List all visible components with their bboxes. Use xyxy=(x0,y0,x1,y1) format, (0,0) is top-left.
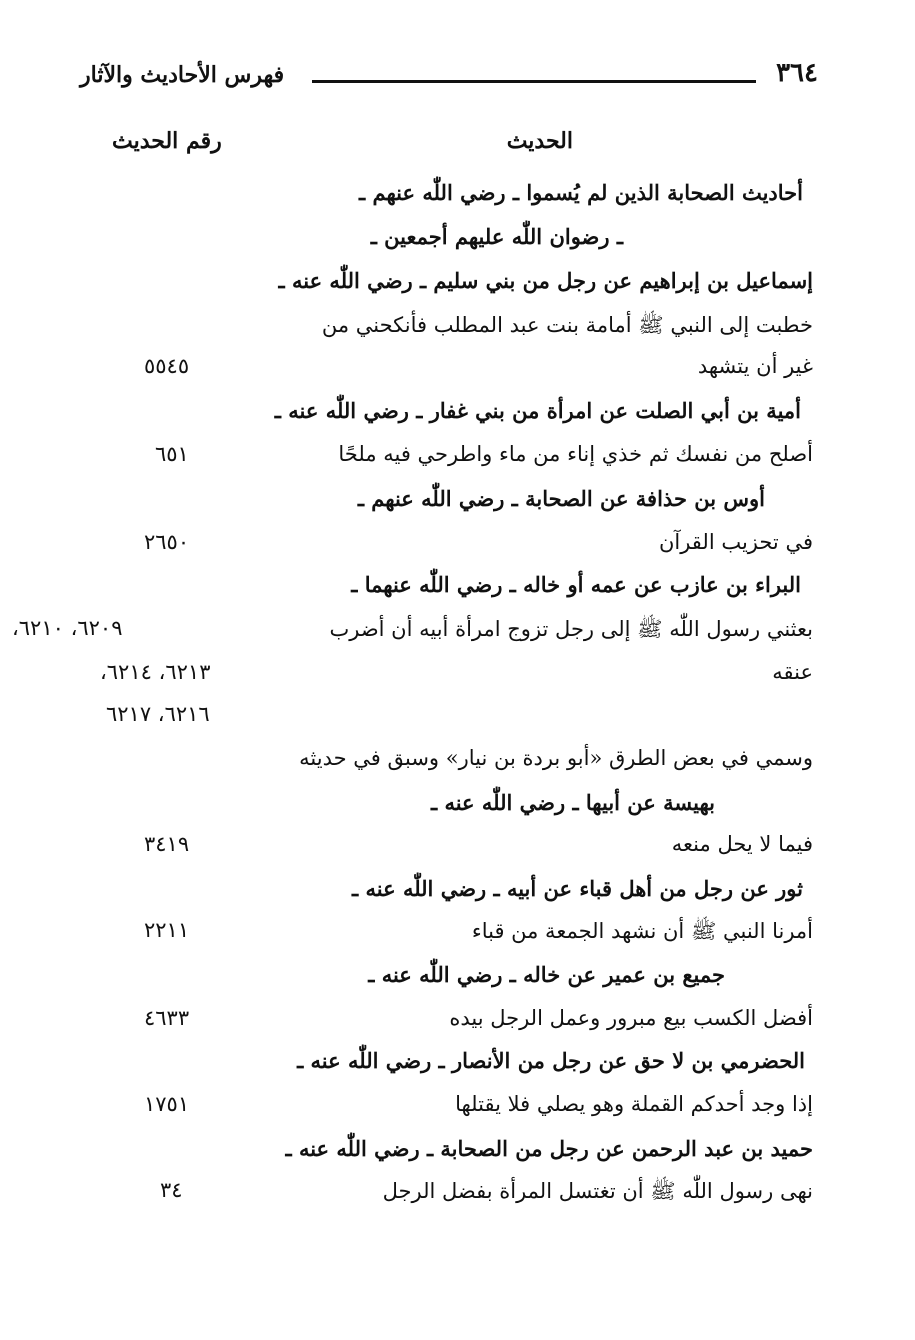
hadith-number: ٦٢٠٩، ٦٢١٠، xyxy=(12,616,123,640)
hadith-number: ١٧٥١ xyxy=(144,1092,190,1116)
page-number: ٣٦٤ xyxy=(776,58,818,88)
hadith-number: ٦٢١٣، ٦٢١٤، xyxy=(100,660,211,684)
narrator-heading: أوس بن حذافة عن الصحابة ـ رضي اللّٰه عنهم ـ xyxy=(357,486,765,511)
hadith-number: ٣٤ xyxy=(160,1178,183,1202)
hadith-number: ٥٥٤٥ xyxy=(144,354,190,378)
hadith-number: ٢٦٥٠ xyxy=(144,530,190,554)
narrator-heading: إسماعيل بن إبراهيم عن رجل من بني سليم ـ رضي اللّٰه عنه ـ xyxy=(278,268,813,293)
hadith-text: أفضل الكسب بيع مبرور وعمل الرجل بيده xyxy=(449,1006,813,1030)
column-heading-hadith: الحديث xyxy=(506,128,573,154)
hadith-number: ٤٦٣٣ xyxy=(144,1006,190,1030)
header-rule xyxy=(312,80,756,83)
hadith-number: ٣٤١٩ xyxy=(144,832,190,856)
hadith-text: خطبت إلى النبي ﷺ أمامة بنت عبد المطلب فأنكحني من xyxy=(321,313,813,337)
narrator-heading: الحضرمي بن لا حق عن رجل من الأنصار ـ رضي اللّٰه عنه ـ xyxy=(297,1048,805,1073)
hadith-text: أصلح من نفسك ثم خذي إناء من ماء واطرحي فيه ملحًا xyxy=(338,442,813,466)
hadith-number: ٦٢١٦، ٦٢١٧ xyxy=(106,702,210,726)
narrator-heading: أمية بن أبي الصلت عن امرأة من بني غفار ـ رضي اللّٰه عنه ـ xyxy=(274,398,801,423)
section-heading: ـ رضوان اللّٰه عليهم أجمعين ـ xyxy=(370,224,623,249)
narrator-heading: جميع بن عمير عن خاله ـ رضي اللّٰه عنه ـ xyxy=(368,962,725,987)
note-text: وسمي في بعض الطرق «أبو بردة بن نيار» وسبق في حديثه xyxy=(299,746,813,770)
section-heading: أحاديث الصحابة الذين لم يُسموا ـ رضي اللّٰه عنهم ـ xyxy=(359,180,803,205)
running-header xyxy=(80,58,818,98)
hadith-text: فيما لا يحل منعه xyxy=(671,832,813,856)
hadith-text: غير أن يتشهد xyxy=(697,354,813,378)
hadith-text: عنقه xyxy=(772,660,813,684)
hadith-text: أمرنا النبي ﷺ أن نشهد الجمعة من قباء xyxy=(471,919,813,943)
hadith-text: إذا وجد أحدكم القملة وهو يصلي فلا يقتلها xyxy=(455,1092,813,1116)
hadith-text: نهى رسول اللّٰه ﷺ أن تغتسل المرأة بفضل الرجل xyxy=(382,1179,813,1203)
narrator-heading: ثور عن رجل من أهل قباء عن أبيه ـ رضي اللّٰه عنه ـ xyxy=(352,876,803,901)
narrator-heading: حميد بن عبد الرحمن عن رجل من الصحابة ـ رضي اللّٰه عنه ـ xyxy=(285,1136,813,1161)
hadith-number: ٢٢١١ xyxy=(144,918,190,942)
hadith-number: ٦٥١ xyxy=(155,442,189,466)
narrator-heading: بهيسة عن أبيها ـ رضي اللّٰه عنه ـ xyxy=(431,790,715,815)
column-heading-number: رقم الحديث xyxy=(112,128,222,154)
hadith-text: بعثني رسول اللّٰه ﷺ إلى رجل تزوج امرأة أبيه أن أضرب xyxy=(329,617,813,641)
narrator-heading: البراء بن عازب عن عمه أو خاله ـ رضي اللّٰه عنهما ـ xyxy=(351,572,801,597)
hadith-text: في تحزيب القرآن xyxy=(658,530,813,554)
running-title: فهرس الأحاديث والآثار xyxy=(80,62,285,88)
